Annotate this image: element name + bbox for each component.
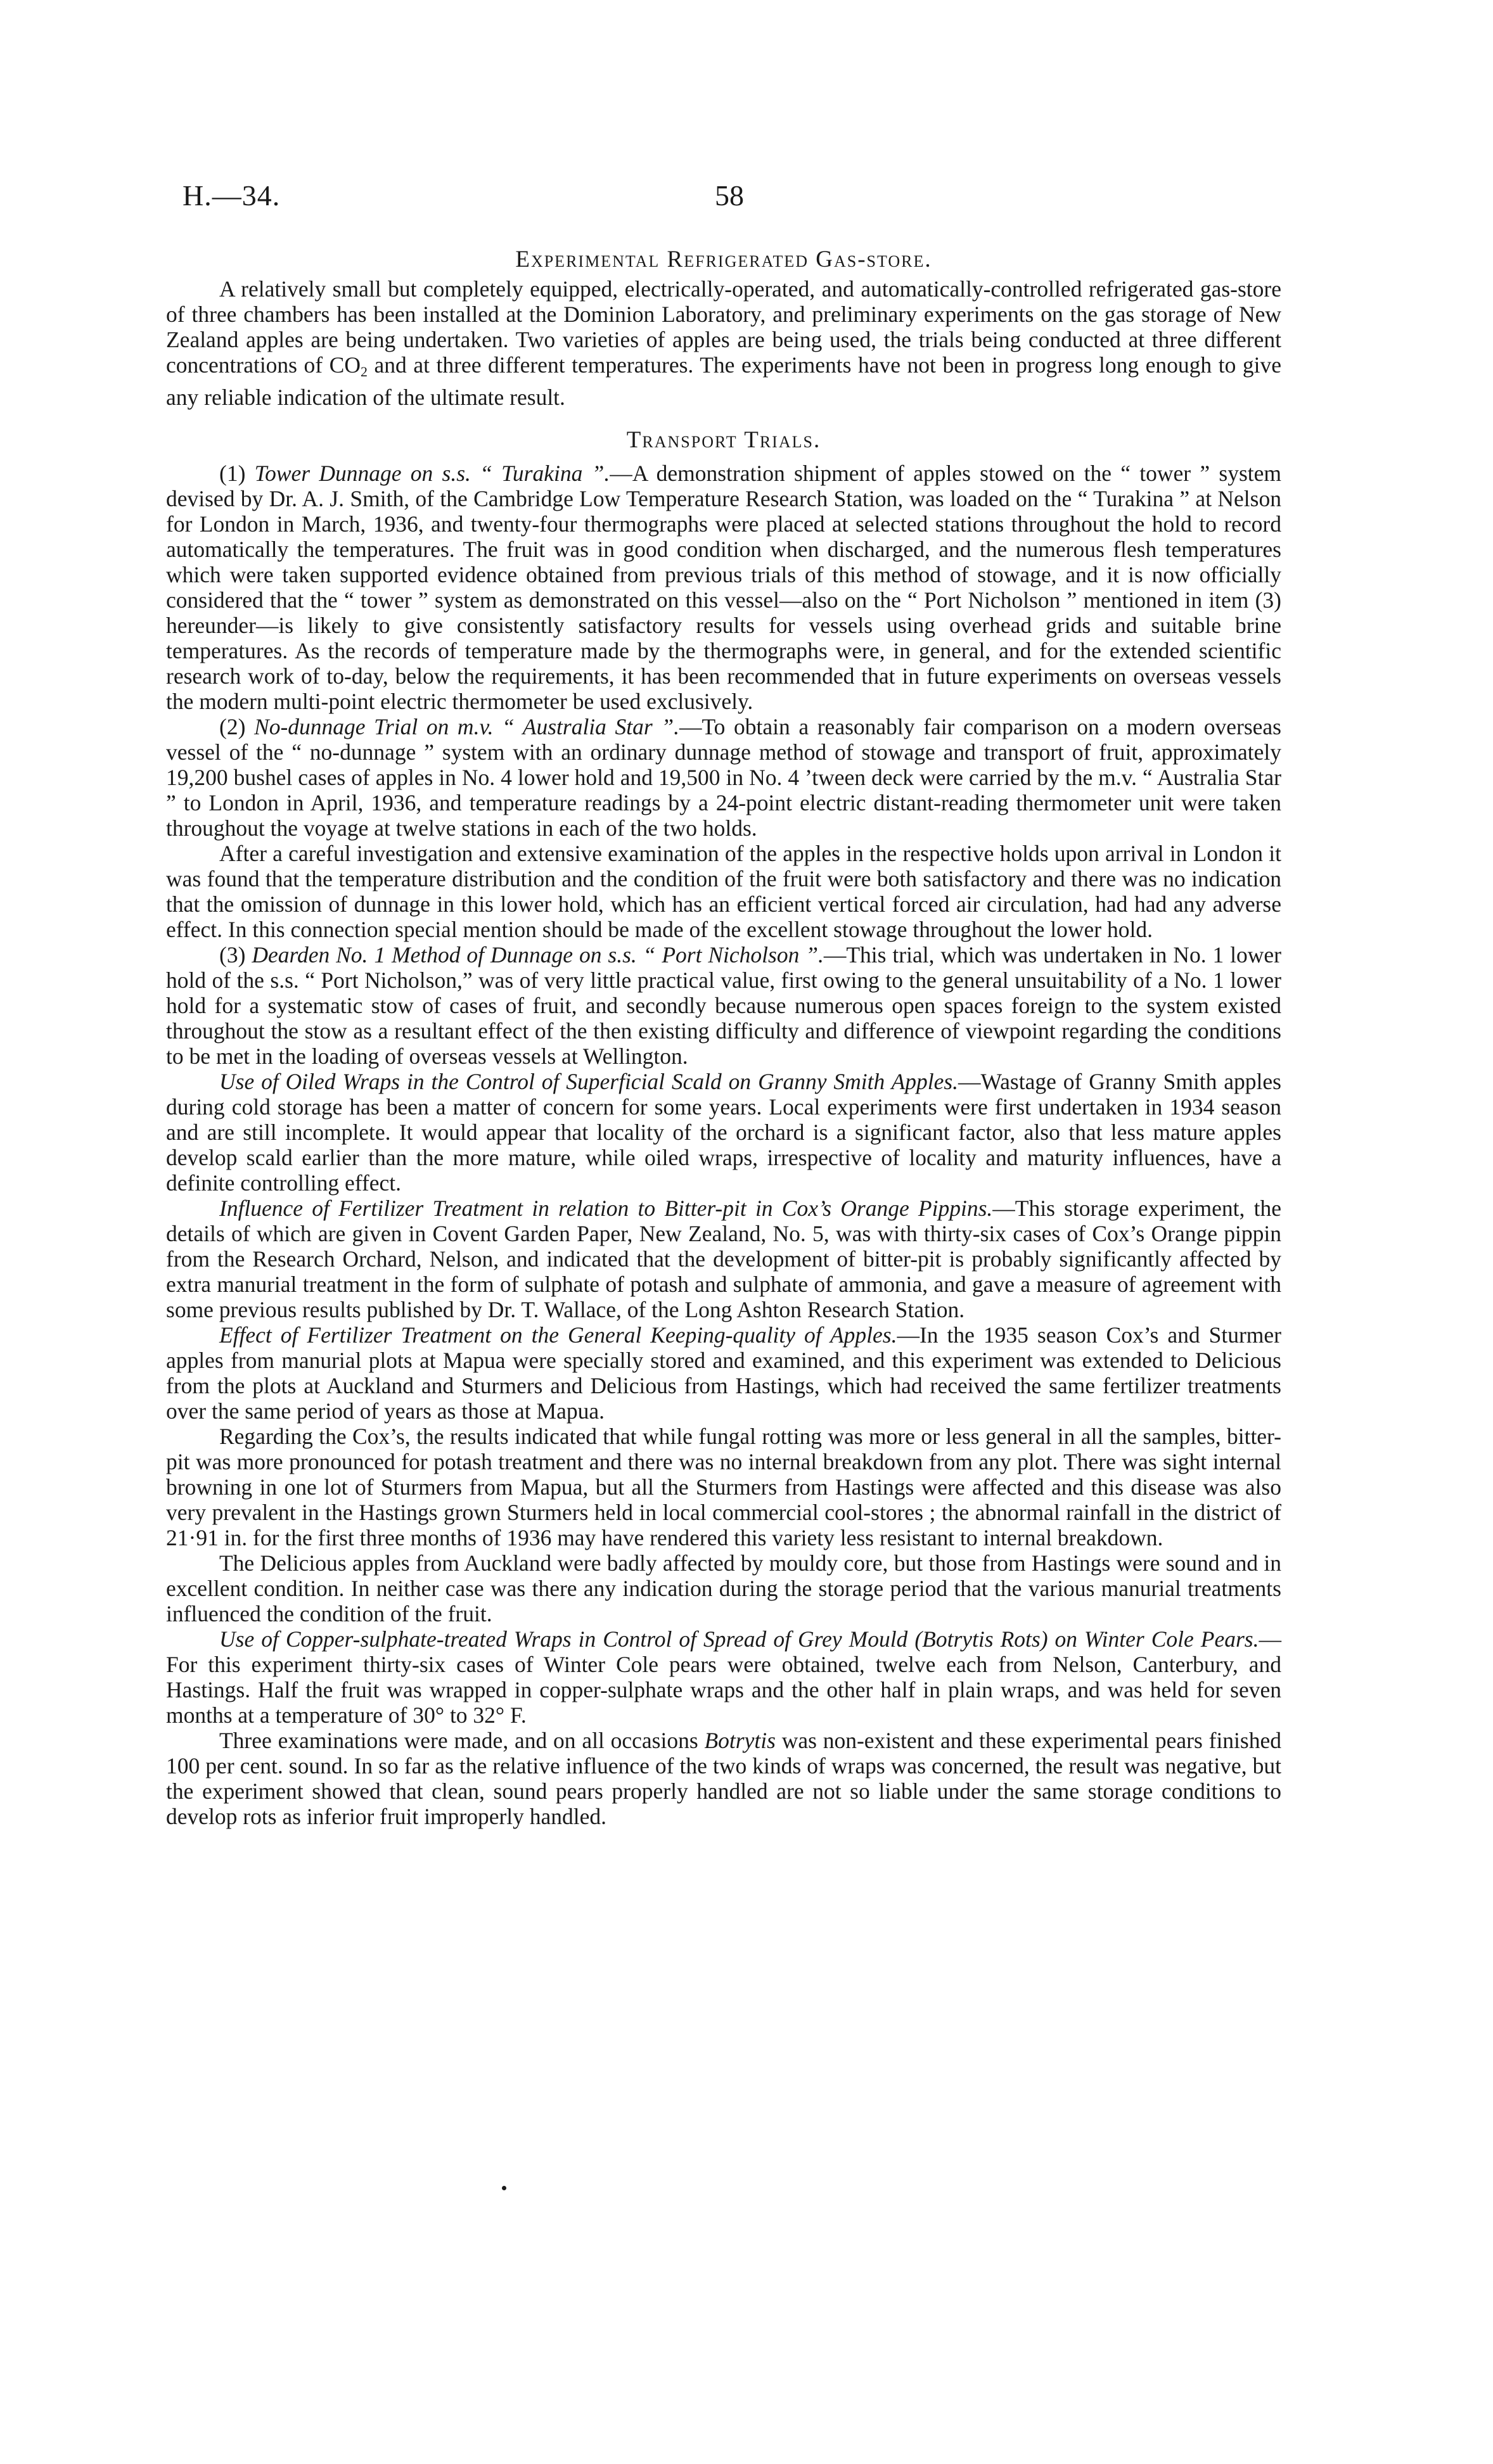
item-text: —For this experiment thirty-six cases of Winter Cole pears were obtained, twelve each from Nelson, Canterbury, and Hastings. Half the fruit was wrapped in copper-sulphate wraps and the other half in plain wraps, and was held for seven months at a temperature of 30° to 32° F. [166, 1626, 1281, 1728]
section-heading-transport: Transport Trials. [626, 427, 821, 453]
paragraph-delicious-results: The Delicious apples from Auckland were badly affected by mouldy core, but those from Hastings were sound and in excellent condition. In neither case was there any indication during the storage period that the various manurial treatments influenced the condition of the fruit. [166, 1550, 1281, 1626]
item-title: Use of Oiled Wraps in the Control of Superficial Scald on Granny Smith Apples. [219, 1069, 959, 1094]
paragraph-text-end: was non-existent and these experimental pears finished 100 per cent. sound. In so far as the relative influence of the two kinds of wraps was concerned, the result was negative, but the experiment showed that clean, sound pears properly handled are not so liable under the same storage conditions to develop rots as inferior fruit improperly handled. [166, 1728, 1281, 1829]
item-text: —Wastage of Granny Smith apples during cold storage has been a matter of concern for some years. Local experiments were first undertaken in 1934 season and are still incomplete. It would appear that locality of the orchard is a significant factor, also that less mature apples develop scald earlier than the more mature, while oiled wraps, irrespective of locality and maturity influences, have a definite controlling effect. [166, 1069, 1281, 1196]
botrytis-italic: Botrytis [704, 1728, 776, 1753]
paragraph-bitter-pit [166, 1196, 1281, 1322]
paragraph-keeping-quality [166, 1322, 1281, 1424]
item-text: —A demonstration shipment of apples stowed on the “ tower ” system devised by Dr. A. J. Smith, of the Cambridge Low Temperature Research Station, was loaded on the “ Turakina ” at Nelson for London in March, 1936, and twenty-four thermographs were placed at selected stations throughout the hold to record automatically the temperatures. The fruit was in good condition when discharged, and the numerous flesh temperatures which were taken supported evidence obtained from previous trials of this method of stowage, and it is now officially considered that the “ tower ” system as demonstrated on this vessel—also on the “ Port Nicholson ” mentioned in item (3) hereunder—is likely to give consistently satisfactory results for vessels using overhead grids and suitable brine temperatures. As the records of temperature made by the thermographs were, in general, and for the extended scientific research work of to-day, below the requirements, it has been recommended that in future experiments on overseas vessels the modern multi-point electric thermometer be used exclusively. [166, 461, 1281, 714]
item-text: —This trial, which was undertaken in No. 1 lower hold of the s.s. “ Port Nicholson,” was of very little practical value, first owing to the general unsuitability of a No. 1 lower hold for a systematic stow of cases of fruit, and secondly because numerous open spaces foreign to the system existed throughout the stow as a resultant effect of the then existing difficulty and difference of viewpoint regarding the conditions to be met in the loading of overseas vessels at Wellington. [166, 942, 1281, 1069]
item-text: —This storage experiment, the details of which are given in Covent Garden Paper, New Zealand, No. 5, was with thirty-six cases of Cox’s Orange pippin from the Research Orchard, Nelson, and indicated that the development of bitter-pit is probably significantly affected by extra manurial treatment in the form of sulphate of potash and sulphate of ammonia, and gave a measure of agreement with some previous results published by Dr. T. Wallace, of the Long Ashton Research Station. [166, 1196, 1281, 1322]
paragraph-gas-store [166, 276, 1281, 410]
item-text: —In the 1935 season Cox’s and Sturmer apples from manurial plots at Mapua were specially stored and examined, and this experiment was extended to Delicious from the plots at Auckland and Sturmers and Delicious from Hastings, which had received the same fertilizer treatments over the same period of years as those at Mapua. [166, 1322, 1281, 1424]
paragraph-australia-star-results: After a careful investigation and extensive examination of the apples in the respective holds upon arrival in London it was found that the temperature distribution and the condition of the fruit were both satisfactory and there was no indication that the omission of dunnage in this lower hold, which has an efficient vertical forced air circulation, had had any adverse effect. In this connection special mention should be made of the excellent stowage throughout the lower hold. [166, 841, 1281, 942]
item-title: Effect of Fertilizer Treatment on the General Keeping-quality of Apples. [219, 1322, 897, 1348]
paragraph-oiled-wraps [166, 1069, 1281, 1196]
item-title: Influence of Fertilizer Treatment in relation to Bitter-pit in Cox’s Orange Pippins. [219, 1196, 993, 1221]
item-number: (2) [219, 714, 255, 739]
item-number: (1) [219, 461, 255, 486]
item-number: (3) [219, 942, 252, 967]
paragraph-tower-dunnage [166, 461, 1281, 714]
item-title: No-dunnage Trial on m.v. “ Australia Star ”. [254, 714, 679, 739]
item-title: Dearden No. 1 Method of Dunnage on s.s. “ Port Nicholson ”. [252, 942, 824, 967]
paragraph-text: Three examinations were made, and on all occasions [219, 1728, 705, 1753]
page-body [166, 247, 1281, 1829]
paragraph-text-end: and at three different temperatures. The experiments have not been in progress long enough to give any reliable indication of the ultimate result. [166, 352, 1281, 410]
paragraph-dearden-method [166, 942, 1281, 1069]
paragraph-examinations [166, 1728, 1281, 1829]
section-heading-gas-store: Experimental Refrigerated Gas-store. [515, 246, 932, 272]
paragraph-text: A relatively small but completely equipped, electrically-operated, and automatically-controlled refrigerated gas-store of three chambers has been installed at the Dominion Laboratory, and preliminary experiments on the gas storage of New Zealand apples are being undertaken. Two varieties of apples are being used, the trials being conducted at three different concentrations of CO [166, 276, 1281, 378]
co2-subscript: 2 [360, 364, 368, 380]
item-title: Use of Copper-sulphate-treated Wraps in Control of Spread of Grey Mould (Botrytis Rots) on Winter Cole Pears. [219, 1626, 1259, 1652]
document-reference: H.—34. [183, 179, 281, 212]
item-title: Tower Dunnage on s.s. “ Turakina ”. [254, 461, 610, 486]
paragraph-no-dunnage [166, 714, 1281, 841]
page-number: 58 [715, 179, 744, 212]
paragraph-cox-results: Regarding the Cox’s, the results indicated that while fungal rotting was more or less general in all the samples, bitter-pit was more pronounced for potash treatment and there was no internal breakdown from any plot. There was sight internal browning in one lot of Sturmers from Mapua, but all the Sturmers from Hastings were affected and this disease was also very prevalent in the Hastings grown Sturmers held in local commercial cool-stores ; the abnormal rainfall in the district of 21·91 in. for the first three months of 1936 may have rendered this variety less resistant to internal breakdown. [166, 1424, 1281, 1550]
item-text: —To obtain a reasonably fair comparison on a modern overseas vessel of the “ no-dunnage ” system with an ordinary dunnage method of stowage and transport of fruit, approximately 19,200 bushel cases of apples in No. 4 lower hold and 19,500 in No. 4 ’tween deck were carried by the m.v. “ Australia Star ” to London in April, 1936, and temperature readings by a 24-point electric distant-reading thermometer unit were taken throughout the voyage at twelve stations in each of the two holds. [166, 714, 1281, 841]
page-mark [502, 2186, 506, 2190]
paragraph-copper-wraps [166, 1626, 1281, 1728]
